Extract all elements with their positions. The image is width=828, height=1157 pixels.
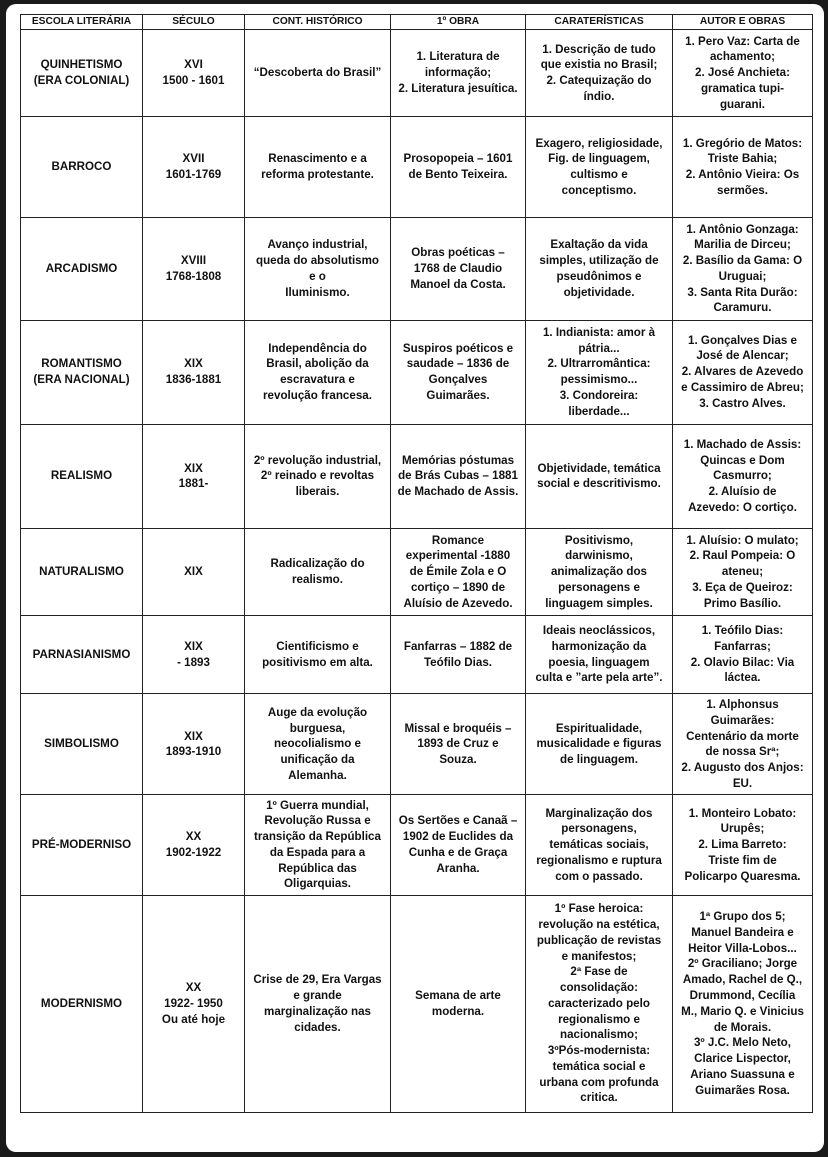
- cell-line: consolidação:: [560, 981, 638, 995]
- cell-first-work: [391, 424, 526, 528]
- cell-line: com o passado.: [555, 869, 643, 883]
- cell-line: Obras poéticas –: [411, 246, 505, 260]
- cell-line: 1. Antônio Gonzaga:: [686, 222, 799, 236]
- cell-authors: [673, 218, 813, 320]
- cell-line: XIX: [184, 565, 203, 579]
- cell-line: harmonização da: [551, 639, 647, 653]
- cell-line: 1. Gregório de Matos:: [682, 136, 803, 150]
- cell-school: [21, 616, 143, 694]
- cell-first-work: [391, 320, 526, 424]
- cell-line: XVII: [182, 152, 205, 166]
- cell-line: critica.: [580, 1091, 618, 1105]
- cell-line: Guimarães:: [710, 713, 775, 727]
- cell-line: 1º Guerra mundial,: [266, 798, 369, 812]
- cell-line: simples, utilização de: [539, 254, 659, 268]
- cell-line: temáticas sociais,: [549, 838, 649, 852]
- cell-line: 3. Eça de Queiroz:: [692, 580, 793, 594]
- cell-line: Ideais neoclássicos,: [542, 624, 656, 638]
- cell-line: liberdade...: [568, 404, 630, 418]
- cell-line: Revolução Russa e: [264, 814, 371, 828]
- cell-line: Guimarães Rosa.: [695, 1083, 790, 1097]
- cell-line: XIX: [184, 639, 203, 653]
- cell-line: darwinismo,: [565, 549, 633, 563]
- cell-line: nacionalismo;: [560, 1028, 638, 1042]
- cell-line: 1768 de Claudio: [413, 262, 503, 276]
- cell-line: 1. Teófilo Dias:: [701, 624, 784, 638]
- cell-line: caracterizado pelo: [548, 996, 650, 1010]
- cell-line: 2. Alvares de Azevedo: [681, 365, 804, 379]
- cell-school: [21, 528, 143, 615]
- cell-line: personagens e: [558, 580, 640, 594]
- cell-characteristics: [526, 795, 673, 895]
- cell-line: Avanço industrial,: [267, 238, 368, 252]
- cell-line: Ariano Suassuna e: [690, 1067, 795, 1081]
- cell-line: (ERA COLONIAL): [33, 74, 130, 88]
- cell-line: Primo Basílio.: [703, 596, 782, 610]
- header-first-work: 1º OBRA: [391, 15, 526, 30]
- cell-school: [21, 424, 143, 528]
- header-row: [21, 15, 813, 30]
- cell-line: 1601-1769: [165, 168, 222, 182]
- cell-line: e Cassimiro de Abreu;: [681, 380, 804, 394]
- cell-line: e manifestos;: [561, 949, 637, 963]
- cell-line: Heitor Villa-Lobos...: [688, 941, 797, 955]
- cell-line: XIX: [184, 729, 203, 743]
- cell-century: [143, 30, 245, 117]
- cell-line: Fanfarras – 1882 de: [403, 639, 513, 653]
- cell-line: Os Sertões e Canaã –: [398, 814, 518, 828]
- cell-context: [245, 30, 391, 117]
- cell-first-work: [391, 694, 526, 795]
- cell-line: de Émile Zola e O: [409, 565, 507, 579]
- cell-line: Alemanha.: [288, 768, 347, 782]
- cell-line: objetividade.: [563, 285, 635, 299]
- cell-line: 2. Olavio Bilac: Via: [690, 655, 795, 669]
- cell-line: 2. Catequização do: [546, 74, 652, 88]
- cell-line: Aranha.: [436, 861, 480, 875]
- cell-line: saudade – 1836 de: [406, 357, 510, 371]
- cell-authors: [673, 795, 813, 895]
- cell-line: informação;: [424, 66, 492, 80]
- cell-line: Suspiros poéticos e: [402, 341, 514, 355]
- cell-line: 2. Antônio Vieira: Os: [685, 168, 800, 182]
- cell-line: Guimarães.: [426, 388, 490, 402]
- cell-line: 1. Indianista: amor à: [542, 325, 656, 339]
- cell-line: guarani.: [719, 97, 766, 111]
- cell-line: 2. Raul Pompeia: O: [689, 549, 796, 563]
- cell-line: 2. Aluísio de: [708, 485, 777, 499]
- cell-line: 2º Graciliano; Jorge: [687, 957, 798, 971]
- cell-characteristics: [526, 117, 673, 218]
- header-authors: AUTOR E OBRAS: [673, 15, 813, 30]
- cell-line: Casmurro;: [713, 469, 772, 483]
- cell-line: temática social e: [552, 1059, 646, 1073]
- cell-line: cortiço – 1890 de: [410, 580, 506, 594]
- cell-line: pessimismo...: [560, 373, 638, 387]
- cell-line: cidades.: [294, 1020, 341, 1034]
- cell-context: [245, 424, 391, 528]
- cell-authors: [673, 895, 813, 1112]
- cell-line: 1. Aluísio: O mulato;: [686, 533, 799, 547]
- literary-schools-table: [20, 14, 813, 1113]
- cell-context: [245, 616, 391, 694]
- cell-line: Triste fim de: [708, 853, 777, 867]
- cell-line: 1922- 1950: [164, 996, 223, 1010]
- cell-line: Manoel da Costa.: [410, 277, 506, 291]
- cell-line: Souza.: [439, 753, 477, 767]
- cell-school: [21, 30, 143, 117]
- cell-line: 3. Santa Rita Durão:: [687, 285, 798, 299]
- cell-line: Ou até hoje: [161, 1012, 226, 1026]
- cell-line: Memórias póstumas: [401, 453, 515, 467]
- cell-first-work: [391, 30, 526, 117]
- cell-line: 3ºPós-modernista:: [547, 1044, 651, 1058]
- cell-line: musicalidade e figuras: [536, 737, 662, 751]
- table-row: [21, 30, 813, 117]
- cell-line: Objetividade, temática: [537, 461, 661, 475]
- cell-line: de linguagem.: [560, 753, 638, 767]
- table-row: [21, 694, 813, 795]
- header-context: CONT. HISTÓRICO: [245, 15, 391, 30]
- cell-line: de Morais.: [713, 1020, 772, 1034]
- cell-authors: [673, 117, 813, 218]
- cell-line: Marilia de Dirceu;: [694, 238, 791, 252]
- cell-line: transição da República: [254, 830, 381, 844]
- cell-line: láctea.: [724, 671, 761, 685]
- cell-line: 1. Gonçalves Dias e: [688, 333, 797, 347]
- cell-line: Brasil, abolição da: [266, 357, 369, 371]
- cell-line: BARROCO: [51, 160, 112, 174]
- cell-authors: [673, 30, 813, 117]
- cell-century: [143, 795, 245, 895]
- cell-line: 2. Lima Barreto:: [698, 838, 787, 852]
- cell-line: Exagero, religiosidade,: [535, 136, 663, 150]
- cell-context: [245, 694, 391, 795]
- cell-line: Marginalização dos: [545, 806, 653, 820]
- cell-school: [21, 895, 143, 1112]
- cell-context: [245, 528, 391, 615]
- cell-line: ARCADISMO: [45, 262, 118, 276]
- cell-century: [143, 694, 245, 795]
- cell-line: 1893 de Cruz e: [417, 737, 499, 751]
- cell-line: 2. José Anchieta:: [695, 66, 790, 80]
- cell-line: Independência do: [268, 341, 367, 355]
- cell-line: 1. Pero Vaz: Carta de: [685, 34, 800, 48]
- cell-line: 3. Castro Alves.: [699, 396, 786, 410]
- cell-school: [21, 694, 143, 795]
- cell-school: [21, 117, 143, 218]
- cell-line: 2ª Fase de: [570, 965, 628, 979]
- cell-line: 1º Fase heroica:: [554, 902, 644, 916]
- cell-line: “Descoberta do Brasil”: [253, 66, 382, 80]
- cell-context: [245, 218, 391, 320]
- cell-line: Azevedo: O cortiço.: [688, 500, 797, 514]
- cell-line: 3º J.C. Melo Neto,: [693, 1036, 791, 1050]
- cell-line: NATURALISMO: [39, 565, 124, 579]
- cell-century: [143, 895, 245, 1112]
- cell-line: PARNASIANISMO: [32, 647, 131, 661]
- cell-line: XVIII: [180, 254, 207, 268]
- cell-line: PRÉ-MODERNISO: [31, 838, 132, 852]
- cell-authors: [673, 424, 813, 528]
- cell-characteristics: [526, 528, 673, 615]
- cell-line: Quincas e Dom: [700, 453, 785, 467]
- cell-line: Exaltação da vida: [550, 238, 648, 252]
- cell-line: Iluminismo.: [285, 285, 350, 299]
- cell-line: 1. Descrição de tudo: [542, 42, 656, 56]
- cell-line: burguesa,: [289, 721, 346, 735]
- cell-line: Cunha e de Graça: [408, 845, 508, 859]
- cell-line: Clarice Lispector,: [694, 1052, 791, 1066]
- cell-line: Espiritualidade,: [555, 721, 643, 735]
- cell-characteristics: [526, 218, 673, 320]
- cell-authors: [673, 694, 813, 795]
- cell-school: [21, 795, 143, 895]
- cell-line: positivismo em alta.: [262, 655, 373, 669]
- cell-line: Teófilo Dias.: [423, 655, 493, 669]
- cell-characteristics: [526, 694, 673, 795]
- table-row: [21, 117, 813, 218]
- cell-line: (ERA NACIONAL): [33, 373, 130, 387]
- cell-line: Crise de 29, Era Vargas: [253, 973, 382, 987]
- cell-characteristics: [526, 30, 673, 117]
- cell-line: 1836-1881: [165, 373, 222, 387]
- cell-line: 1ª Grupo dos 5;: [699, 910, 786, 924]
- cell-line: SIMBOLISMO: [44, 737, 119, 751]
- cell-line: escravatura e: [280, 373, 355, 387]
- cell-line: XX: [185, 830, 202, 844]
- cell-line: linguagem simples.: [545, 596, 653, 610]
- cell-line: 3. Condoreira:: [559, 388, 639, 402]
- cell-line: reforma protestante.: [261, 168, 374, 182]
- table-body: [21, 30, 813, 1113]
- cell-line: 1881-: [178, 477, 209, 491]
- cell-century: [143, 616, 245, 694]
- header-characteristics: CARATERÍSTICAS: [526, 15, 673, 30]
- cell-line: revolução francesa.: [263, 388, 372, 402]
- cell-line: regionalismo e: [558, 1012, 640, 1026]
- cell-line: República das: [278, 861, 357, 875]
- cell-line: unificação da: [280, 753, 355, 767]
- cell-line: gramatica tupi-: [700, 81, 785, 95]
- cell-line: 2º reinado e revoltas: [260, 469, 375, 483]
- document-page: [6, 4, 824, 1152]
- cell-line: e grande: [293, 989, 342, 1002]
- table-row: [21, 616, 813, 694]
- cell-context: [245, 117, 391, 218]
- cell-line: neocolialismo e: [274, 737, 361, 751]
- cell-line: - 1893: [177, 655, 210, 669]
- cell-line: 2º revolução industrial,: [253, 453, 382, 467]
- header-school: ESCOLA LITERÁRIA: [21, 15, 143, 30]
- cell-line: 1500 - 1601: [162, 74, 225, 88]
- cell-line: Semana de arte: [415, 989, 501, 1002]
- cell-line: 2. Literatura jesuítica.: [398, 81, 518, 95]
- table-row: [21, 218, 813, 320]
- cell-line: XVI: [184, 58, 203, 72]
- cell-school: [21, 218, 143, 320]
- cell-line: 2. Basílio da Gama: O: [682, 254, 803, 268]
- cell-line: 1. Literatura de: [416, 50, 500, 64]
- cell-line: Centenário da morte: [686, 729, 799, 743]
- cell-line: culta e ”arte pela arte”.: [535, 671, 663, 685]
- table-row: [21, 795, 813, 895]
- cell-line: urbana com profunda: [539, 1075, 659, 1089]
- cell-line: 1. Machado de Assis:: [683, 437, 802, 451]
- cell-line: índio.: [583, 89, 615, 103]
- cell-line: Fanfarras;: [714, 639, 771, 653]
- cell-line: Romance: [431, 533, 485, 547]
- cell-line: Triste Bahia;: [707, 152, 778, 166]
- cell-authors: [673, 528, 813, 615]
- cell-context: [245, 795, 391, 895]
- cell-line: XX: [185, 981, 202, 995]
- cell-line: Radicalização do: [270, 557, 365, 571]
- table-row: [21, 895, 813, 1112]
- table-row: [21, 528, 813, 615]
- cell-first-work: [391, 528, 526, 615]
- cell-characteristics: [526, 424, 673, 528]
- cell-line: ROMANTISMO: [41, 357, 122, 371]
- cell-line: Cientificismo e: [276, 639, 359, 653]
- cell-line: Urupês;: [720, 822, 765, 836]
- cell-first-work: [391, 895, 526, 1112]
- cell-line: Fig. de linguagem,: [548, 152, 650, 166]
- cell-line: achamento;: [709, 50, 776, 64]
- cell-line: que existia no Brasil;: [540, 58, 658, 72]
- cell-line: e o: [309, 269, 326, 283]
- cell-line: M., Mario Q. e Vinicius: [681, 1004, 804, 1018]
- cell-century: [143, 117, 245, 218]
- cell-century: [143, 320, 245, 424]
- cell-line: de Brás Cubas – 1881: [398, 469, 518, 483]
- cell-line: realismo.: [292, 572, 343, 586]
- cell-line: moderna.: [431, 1004, 485, 1018]
- cell-century: [143, 218, 245, 320]
- cell-century: [143, 528, 245, 615]
- cell-line: MODERNISMO: [40, 996, 123, 1010]
- cell-line: EU.: [732, 776, 753, 790]
- cell-line: da Espada para a: [269, 845, 366, 859]
- cell-line: cultismo e: [570, 168, 628, 182]
- cell-line: de nossa Srª;: [705, 745, 780, 759]
- cell-line: pátria...: [578, 341, 620, 355]
- cell-authors: [673, 616, 813, 694]
- cell-line: de Bento Teixeira.: [408, 168, 508, 182]
- table-row: [21, 320, 813, 424]
- cell-first-work: [391, 218, 526, 320]
- cell-line: 1. Alphonsus: [706, 697, 779, 711]
- cell-line: Manuel Bandeira e: [691, 925, 794, 939]
- cell-line: personagens,: [561, 822, 637, 836]
- cell-line: Uruguai;: [718, 269, 767, 283]
- cell-century: [143, 424, 245, 528]
- cell-line: poesia, linguagem: [548, 655, 650, 669]
- cell-line: queda do absolutismo: [255, 254, 380, 268]
- table-row: [21, 424, 813, 528]
- cell-line: de Machado de Assis.: [397, 485, 519, 499]
- cell-authors: [673, 320, 813, 424]
- cell-line: pseudônimos e: [556, 269, 642, 283]
- cell-line: José de Alencar;: [696, 349, 789, 363]
- cell-school: [21, 320, 143, 424]
- cell-line: Auge da evolução: [267, 705, 368, 719]
- cell-first-work: [391, 616, 526, 694]
- cell-line: REALISMO: [50, 469, 113, 483]
- cell-line: 1902 de Euclides da: [402, 830, 514, 844]
- cell-characteristics: [526, 320, 673, 424]
- cell-line: XIX: [184, 357, 203, 371]
- cell-line: conceptismo.: [561, 184, 637, 197]
- cell-line: Caramuru.: [713, 301, 772, 315]
- cell-characteristics: [526, 895, 673, 1112]
- cell-first-work: [391, 795, 526, 895]
- cell-line: Amado, Rachel de Q.,: [682, 973, 803, 987]
- cell-line: QUINHETISMO: [40, 58, 123, 72]
- cell-line: revolução na estética,: [538, 918, 660, 932]
- cell-line: Policarpo Quaresma.: [684, 869, 801, 883]
- cell-line: 1893-1910: [165, 745, 222, 759]
- cell-first-work: [391, 117, 526, 218]
- cell-line: experimental -1880: [405, 549, 511, 563]
- cell-line: marginalização nas: [264, 1004, 371, 1018]
- cell-characteristics: [526, 616, 673, 694]
- cell-line: animalização dos: [550, 565, 647, 579]
- cell-line: Prosopopeia – 1601: [403, 152, 513, 166]
- header-century: SÉCULO: [143, 15, 245, 30]
- cell-line: 1. Monteiro Lobato:: [688, 806, 797, 820]
- cell-line: 1768-1808: [165, 269, 222, 283]
- cell-line: Drummond, Cecília: [689, 989, 796, 1002]
- cell-line: Missal e broquéis –: [404, 721, 512, 735]
- cell-line: 2. Augusto dos Anjos:: [681, 761, 804, 775]
- cell-line: Oligarquias.: [283, 877, 351, 891]
- cell-line: social e descritivismo.: [537, 477, 661, 491]
- cell-line: Gonçalves: [428, 373, 488, 387]
- cell-line: Aluísio de Azevedo.: [403, 596, 513, 610]
- cell-line: 1902-1922: [165, 845, 222, 859]
- cell-line: XIX: [184, 461, 203, 475]
- cell-line: Positivismo,: [564, 533, 634, 547]
- cell-context: [245, 320, 391, 424]
- cell-context: [245, 895, 391, 1112]
- cell-line: ateneu;: [721, 565, 764, 579]
- cell-line: regionalismo e ruptura: [536, 853, 662, 867]
- cell-line: Renascimento e a: [268, 152, 367, 166]
- cell-line: liberais.: [295, 485, 340, 499]
- cell-line: sermões.: [717, 184, 768, 197]
- cell-line: publicação de revistas: [536, 933, 662, 947]
- cell-line: 2. Ultrarromântica:: [547, 357, 651, 371]
